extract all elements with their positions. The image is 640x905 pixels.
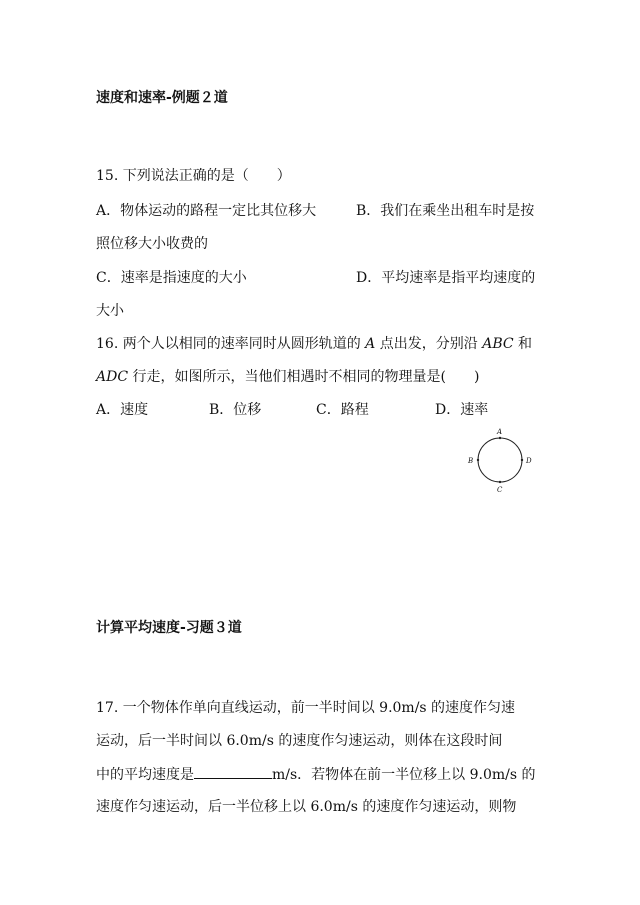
- q16-text-part: 行走，如图所示，当他们相遇时不相同的物理量是( ): [128, 369, 480, 385]
- q16-path-adc: ADC: [96, 369, 129, 385]
- label-c: C: [497, 486, 503, 494]
- question-17-line-3: [96, 764, 536, 785]
- q16-option-c: C．路程: [316, 402, 369, 418]
- question-15-option-a: A．物体运动的路程一定比其位移大: [96, 203, 317, 219]
- q16-option-b: B．位移: [209, 402, 262, 418]
- section-title-average-velocity: 计算平均速度-习题３道: [96, 620, 242, 636]
- question-15-stem: 15. 下列说法正确的是（ ）: [96, 168, 291, 184]
- q16-path-abc: ABC: [482, 336, 514, 352]
- label-d: D: [526, 457, 532, 465]
- q17-text-part: m/s．若物体在前一半位移上以 9.0m/s 的: [272, 767, 536, 783]
- q17-text-part: 中的平均速度是: [96, 767, 194, 783]
- q16-text-part: 16. 两个人以相同的速率同时从圆形轨道的: [96, 336, 366, 352]
- q16-text-part: 和: [513, 336, 533, 352]
- q16-option-a: A．速度: [96, 402, 149, 418]
- question-16-line-1: [96, 334, 532, 354]
- question-16-options: [96, 400, 148, 420]
- question-15-option-d-continued: 大小: [96, 303, 124, 319]
- point-c-marker: [499, 481, 501, 483]
- answer-blank: [194, 764, 272, 779]
- label-b: B: [468, 457, 474, 465]
- circular-track-figure: [458, 422, 548, 502]
- point-d-marker: [521, 459, 523, 461]
- question-15-option-b-continued: 照位移大小收费的: [96, 236, 208, 252]
- question-17-line-2: 运动，后一半时间以 6.0m/s 的速度作匀速运动，则体在这段时间: [96, 733, 503, 749]
- label-a: A: [497, 428, 503, 436]
- question-15-option-d: D．平均速率是指平均速度的: [356, 270, 536, 286]
- question-17-line-1: 17. 一个物体作单向直线运动，前一半时间以 9.0m/s 的速度作匀速: [96, 700, 516, 716]
- question-16-line-2: [96, 367, 479, 387]
- question-17-line-4: 速度作匀速运动，后一半位移上以 6.0m/s 的速度作匀速运动，则物: [96, 799, 517, 815]
- q16-option-d: D．速率: [435, 402, 489, 418]
- question-15-option-b: B．我们在乘坐出租车时是按: [356, 203, 535, 219]
- point-a-marker: [499, 437, 501, 439]
- circular-track: [478, 438, 522, 482]
- section-title-speed-and-rate: 速度和速率-例题２道: [96, 90, 228, 106]
- question-15-option-c: C．速率是指速度的大小: [96, 270, 247, 286]
- q16-text-part: 点出发，分别沿: [375, 336, 483, 352]
- point-b-marker: [477, 459, 479, 461]
- q16-point-a: A: [365, 336, 376, 352]
